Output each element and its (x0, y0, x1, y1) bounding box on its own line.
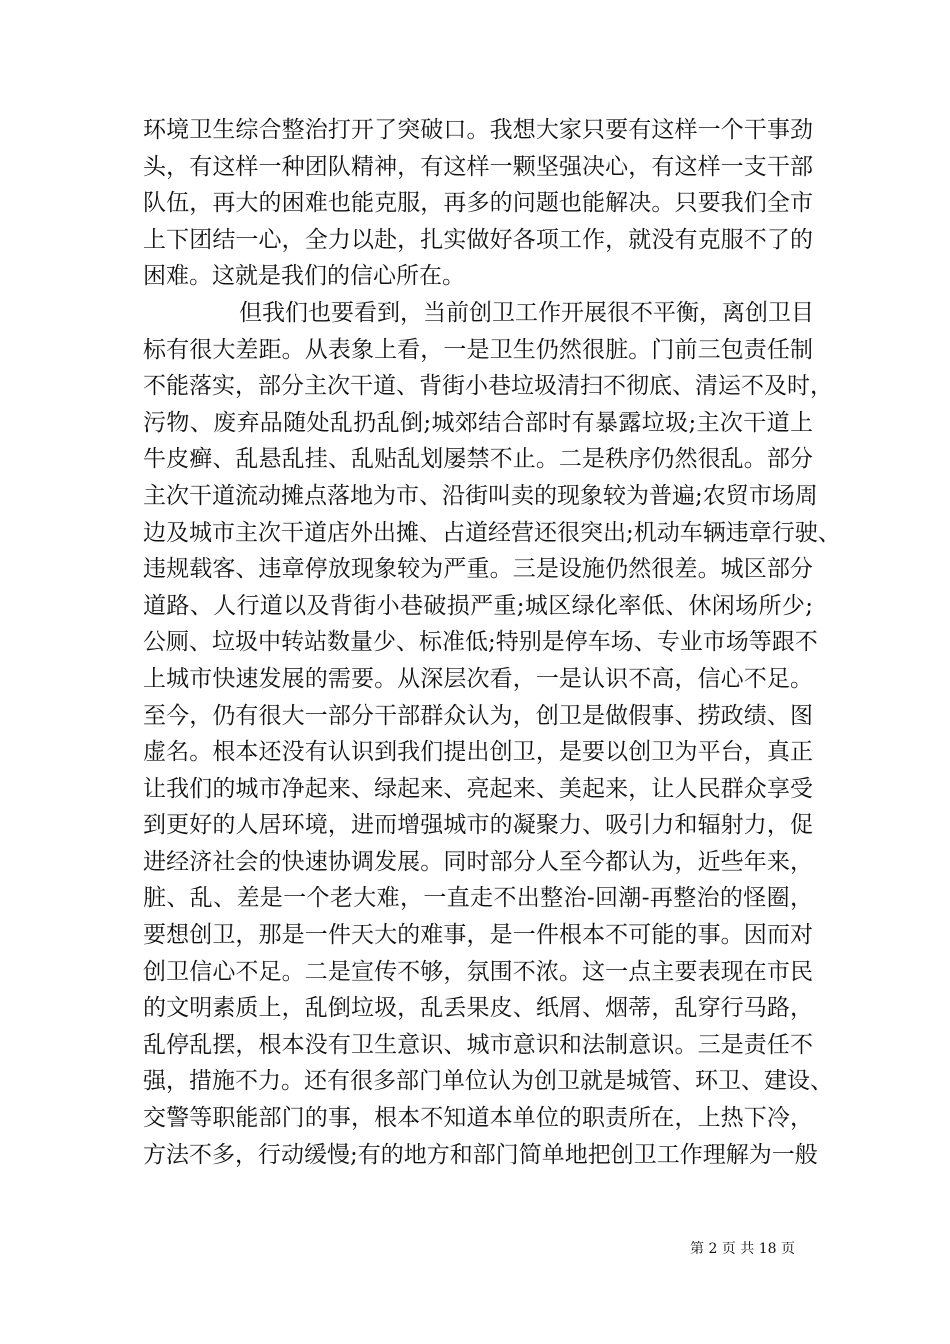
paragraph (143, 295, 841, 1173)
text-line: 头，有这样一种团队精神，有这样一颗坚强决心，有这样一支干部 (143, 153, 813, 180)
text-line: 让我们的城市净起来、绿起来、亮起来、美起来，让人民群众享受 (143, 775, 813, 802)
text-line: 交警等职能部门的事，根本不知道本单位的职责所在，上热下冷， (143, 1105, 813, 1132)
text-line: 强，措施不力。还有很多部门单位认为创卫就是城管、环卫、建设、 (143, 1068, 833, 1095)
text-line: 队伍，再大的困难也能克服，再多的问题也能解决。只要我们全市 (143, 190, 813, 217)
text-line: 方法不多，行动缓慢;有的地方和部门简单地把创卫工作理解为一般 (143, 1141, 818, 1168)
text-line: 违规载客、违章停放现象较为严重。三是设施仍然很差。城区部分 (143, 556, 813, 583)
text-line: 脏、乱、差是一个老大难，一直走不出整治-回潮-再整治的怪圈， (143, 885, 813, 912)
text-line: 上下团结一心，全力以赴，扎实做好各项工作，就没有克服不了的 (143, 226, 813, 253)
text-line: 污物、废弃品随处乱扔乱倒;城郊结合部时有暴露垃圾;主次干道上 (143, 409, 813, 436)
page-footer: 第 2 页 共 18 页 (690, 1241, 795, 1257)
text-line: 的文明素质上，乱倒垃圾，乱丢果皮、纸屑、烟蒂，乱穿行马路， (143, 995, 813, 1022)
text-line: 上城市快速发展的需要。从深层次看，一是认识不高，信心不足。 (143, 665, 813, 692)
text-line: 边及城市主次干道店外出摊、占道经营还很突出;机动车辆违章行驶、 (143, 519, 841, 546)
text-line: 主次干道流动摊点落地为市、沿街叫卖的现象较为普遍;农贸市场周 (143, 482, 818, 509)
text-line: 道路、人行道以及背街小巷破损严重;城区绿化率低、休闲场所少; (143, 592, 813, 619)
text-line: 至今，仍有很大一部分干部群众认为，创卫是做假事、捞政绩、图 (143, 702, 813, 729)
text-line: 公厕、垃圾中转站数量少、标准低;特别是停车场、专业市场等跟不 (143, 629, 818, 656)
text-line: 进经济社会的快速协调发展。同时部分人至今都认为，近些年来， (143, 848, 813, 875)
text-line: 乱停乱摆，根本没有卫生意识、城市意识和法制意识。三是责任不 (143, 1031, 813, 1058)
text-line: 要想创卫，那是一件天大的难事，是一件根本不可能的事。因而对 (143, 922, 813, 949)
text-line: 虚名。根本还没有认识到我们提出创卫，是要以创卫为平台，真正 (143, 739, 813, 766)
text-line: 标有很大差距。从表象上看，一是卫生仍然很脏。门前三包责任制 (143, 336, 813, 363)
text-line: 牛皮癣、乱悬乱挂、乱贴乱划屡禁不止。二是秩序仍然很乱。部分 (143, 446, 813, 473)
text-line: 但我们也要看到，当前创卫工作开展很不平衡，离创卫目 (239, 299, 814, 326)
text-line: 不能落实，部分主次干道、背街小巷垃圾清扫不彻底、清运不及时， (143, 373, 833, 400)
text-line: 创卫信心不足。二是宣传不够，氛围不浓。这一点主要表现在市民 (143, 958, 813, 985)
text-line: 环境卫生综合整治打开了突破口。我想大家只要有这样一个干事劲 (143, 117, 813, 143)
paragraph (143, 112, 813, 295)
text-line: 困难。这就是我们的信心所在。 (143, 263, 465, 290)
body-text (143, 112, 841, 1173)
text-line: 到更好的人居环境，进而增强城市的凝聚力、吸引力和辐射力，促 (143, 812, 813, 839)
